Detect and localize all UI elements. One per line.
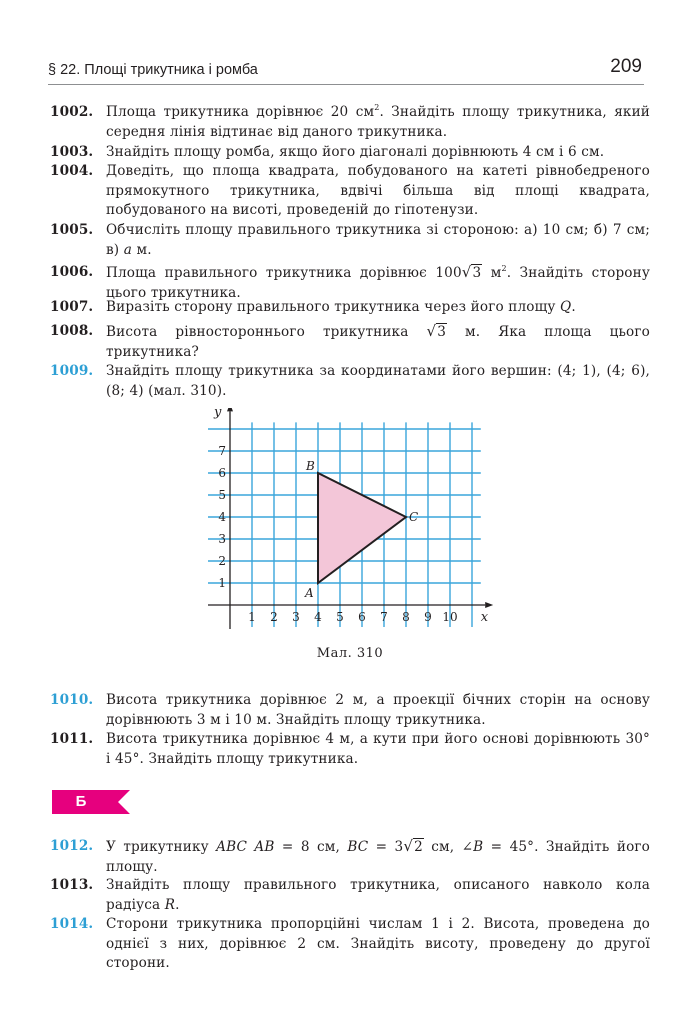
x-tick-label: 10 [442, 610, 458, 624]
problem-text: Площа трикутника дорівнює 20 $см^2$. Знайдіть площу трикутника, який середня лінія відтинає від даного трикутника. [106, 103, 650, 140]
y-tick-label: 7 [218, 444, 226, 458]
problem-text: У трикутнику ABC AB = 8 см, BC = 3√2 см, ∠B = 45°. Знайдіть його площу. [106, 837, 651, 875]
problem-1012 [50, 837, 650, 877]
problem-1003 [50, 143, 650, 163]
problem-1013 [50, 876, 650, 915]
problem-number: 1005. [50, 222, 94, 238]
x-axis-label: x [480, 610, 489, 625]
problem-1002 [50, 103, 650, 142]
problem-1014 [50, 915, 650, 974]
x-axis-arrow [485, 602, 493, 608]
x-tick-label: 7 [380, 610, 388, 624]
x-tick-label: 4 [314, 610, 322, 624]
problem-text: Знайдіть площу ромба, якщо його діагоналі дорівнюють 4 см і 6 см. [106, 144, 605, 160]
problem-number: 1004. [50, 163, 94, 179]
problem-text: Виразіть сторону правильного трикутника через його площу Q. [106, 299, 576, 315]
problem-1004 [50, 162, 650, 221]
vertex-label-a: A [305, 586, 314, 600]
problem-text: Сторони трикутника пропорційні числам 1 і 2. Висота, проведена до однієї з них, дорівнює 2 см. Знайдіть висоту, проведену до другої сторони. [106, 916, 650, 971]
y-tick-label: 2 [218, 554, 226, 568]
y-axis-label: y [214, 408, 222, 420]
problem-number: 1012. [50, 838, 94, 854]
problem-1008 [50, 322, 650, 362]
page-number: 209 [610, 56, 642, 77]
section-label: Б [75, 793, 87, 810]
figure-caption: Мал. 310 [316, 646, 384, 661]
x-tick-label: 8 [402, 610, 410, 624]
problem-1009 [50, 362, 650, 401]
y-tick-label: 3 [218, 532, 226, 546]
section-title: § 22. Площі трикутника і ромба [48, 62, 258, 78]
problem-1006 [50, 263, 650, 303]
problem-number: 1009. [50, 363, 94, 379]
problem-1007 [50, 298, 650, 318]
problem-text: Обчисліть площу правильного трикутника зі стороною: а) 10 см; б) 7 см; в) a м. [106, 222, 650, 258]
y-tick-label: 5 [218, 488, 226, 502]
problem-number: 1006. [50, 264, 94, 280]
y-tick-label: 6 [218, 466, 226, 480]
sqrt-expression: √3 [461, 263, 482, 281]
y-tick-label: 1 [218, 576, 226, 590]
problem-text: Висота рівностороннього трикутника √3 м. Яка площа цього трикутника? [106, 322, 650, 360]
page-header [48, 56, 644, 85]
y-axis-arrow [227, 408, 233, 411]
vertex-label-c: C [409, 510, 419, 524]
sqrt-expression: √2 [403, 837, 423, 855]
section-level-tag [52, 790, 130, 814]
problem-1005 [50, 221, 650, 260]
problem-number: 1014. [50, 916, 94, 932]
problem-number: 1008. [50, 323, 94, 339]
problem-number: 1007. [50, 299, 94, 315]
problem-number: 1002. [50, 104, 94, 120]
problem-number: 1003. [50, 144, 94, 160]
problem-text: Знайдіть площу правильного трикутника, описаного навколо кола радіуса R. [106, 877, 650, 913]
problem-text: Площа правильного трикутника дорівнює 100√3 $м^2$. Знайдіть сторону цього трикутника. [106, 263, 650, 301]
x-tick-label: 5 [336, 610, 344, 624]
sqrt-expression: √3 [426, 322, 446, 340]
problem-text: Висота трикутника дорівнює 4 м, а кути при його основі дорівнюють 30° і 45°. Знайдіть площу трикутника. [106, 731, 650, 767]
problem-text: Знайдіть площу трикутника за координатами його вершин: (4; 1), (4; 6), (8; 4) (мал. 310). [106, 363, 650, 399]
coordinate-grid-figure [200, 408, 500, 638]
problem-text: Висота трикутника дорівнює 2 м, а проекції бічних сторін на основу дорівнюють 3 м і 10 м. Знайдіть площу трикутника. [106, 692, 650, 728]
x-tick-label: 2 [270, 610, 278, 624]
x-tick-label: 6 [358, 610, 366, 624]
y-tick-label: 4 [218, 510, 226, 524]
x-tick-label: 3 [292, 610, 300, 624]
problem-number: 1010. [50, 692, 94, 708]
problem-number: 1013. [50, 877, 94, 893]
problem-1011 [50, 730, 650, 769]
vertex-label-b: B [306, 459, 315, 473]
problem-number: 1011. [50, 731, 94, 747]
problem-text: Доведіть, що площа квадрата, побудованого на катеті рівнобедреного прямокутного трикутника, вдвічі більша від площі квадрата, побудованого на висоті, проведеній до гіпотенузи. [106, 163, 650, 218]
x-tick-label: 9 [424, 610, 432, 624]
x-tick-label: 1 [248, 610, 256, 624]
problem-1010 [50, 691, 650, 730]
